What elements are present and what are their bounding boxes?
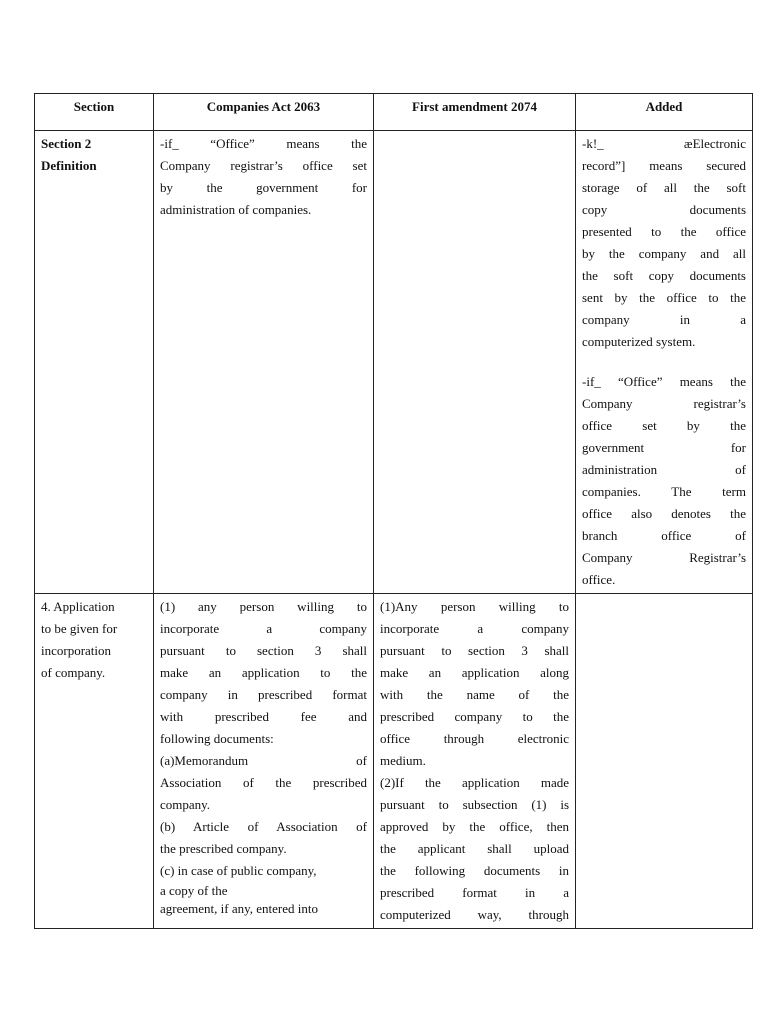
- row1-added-line: administration of: [582, 462, 746, 477]
- row1-added-line: storage of all the soft: [582, 180, 746, 195]
- row2-amendment-line: (1)Any person willing to: [380, 599, 569, 614]
- row2-amendment-line: the following documents in: [380, 863, 569, 878]
- row2-section-line: incorporation: [41, 643, 112, 658]
- row1-added-line: by the company and all: [582, 246, 746, 261]
- row2-amendment-line: office through electronic: [380, 731, 569, 746]
- row1-added-line: Company registrar’s: [582, 396, 746, 411]
- row1-section-line: Definition: [41, 158, 97, 173]
- header-companies-act: Companies Act 2063: [154, 94, 374, 131]
- row1-act-cell: [154, 131, 374, 594]
- row2-amendment-cell: [374, 594, 576, 929]
- row2-act-cell: [154, 594, 374, 929]
- header-first-amendment: First amendment 2074: [374, 94, 576, 131]
- row-section-2: [35, 131, 753, 594]
- row1-act-line: -if_ “Office” means the: [160, 136, 367, 151]
- row2-amendment-line: pursuant to subsection (1) is: [380, 797, 569, 812]
- row1-added-line: sent by the office to the: [582, 290, 746, 305]
- row2-act-line: incorporate a company: [160, 621, 367, 636]
- row2-section-line: of company.: [41, 665, 106, 680]
- row2-act-line: a copy of the: [160, 883, 228, 898]
- row2-act-line: Association of the prescribed: [160, 775, 367, 790]
- row2-act-line: with prescribed fee and: [160, 709, 367, 724]
- row2-amendment-line: prescribed format in a: [380, 885, 569, 900]
- row1-added-line: -k!_ æElectronic: [582, 136, 746, 151]
- row1-added-line: presented to the office: [582, 224, 746, 239]
- row1-section-cell: [35, 131, 154, 594]
- row1-added-line: branch office of: [582, 528, 746, 543]
- row-section-4: [35, 594, 753, 929]
- row2-act-line: (a)Memorandum of: [160, 753, 367, 768]
- row1-added-line: companies. The term: [582, 484, 746, 499]
- row2-amendment-line: pursuant to section 3 shall: [380, 643, 569, 658]
- row2-act-line: pursuant to section 3 shall: [160, 643, 367, 658]
- row2-amendment-line: with the name of the: [380, 687, 569, 702]
- row2-act-line: (1) any person willing to: [160, 599, 367, 614]
- header-added: Added: [576, 94, 753, 131]
- row1-added-line: Company Registrar’s: [582, 550, 746, 565]
- row2-act-line: company in prescribed format: [160, 687, 367, 702]
- row1-act-line: administration of companies.: [160, 202, 312, 217]
- row1-added-line: government for: [582, 440, 746, 455]
- row2-section-cell: [35, 594, 154, 929]
- row2-amendment-line: make an application along: [380, 665, 569, 680]
- row2-amendment-line: (2)If the application made: [380, 775, 569, 790]
- row1-added-line: office also denotes the: [582, 506, 746, 521]
- row1-added-line: record”] means secured: [582, 158, 746, 173]
- row1-added-line: the soft copy documents: [582, 268, 746, 283]
- row2-amendment-line: prescribed company to the: [380, 709, 569, 724]
- row2-amendment-line: computerized way, through: [380, 907, 569, 922]
- row2-act-line: following documents:: [160, 731, 274, 746]
- row1-added-line: office.: [582, 572, 616, 587]
- row2-added-cell: [576, 594, 753, 929]
- row2-amendment-line: medium.: [380, 753, 426, 768]
- header-row: [35, 94, 753, 131]
- row1-added-line: -if_ “Office” means the: [582, 374, 746, 389]
- row2-act-line: (c) in case of public company,: [160, 863, 317, 878]
- row2-act-line: company.: [160, 797, 211, 812]
- row2-act-line: the prescribed company.: [160, 841, 287, 856]
- row1-added-line: computerized system.: [582, 334, 696, 349]
- row1-act-line: by the government for: [160, 180, 367, 195]
- row2-act-line: agreement, if any, entered into: [160, 901, 318, 916]
- row2-section-line: 4. Application: [41, 599, 115, 614]
- row2-act-line: make an application to the: [160, 665, 367, 680]
- header-section: Section: [35, 94, 154, 131]
- row1-act-line: Company registrar’s office set: [160, 158, 367, 173]
- amendment-comparison-table: [34, 93, 753, 929]
- row2-amendment-line: incorporate a company: [380, 621, 569, 636]
- row2-act-line: (b) Article of Association of: [160, 819, 367, 834]
- row1-added-line: copy documents: [582, 202, 746, 217]
- paragraph-gap: [582, 353, 746, 371]
- row2-amendment-line: the applicant shall upload: [380, 841, 569, 856]
- row2-section-line: to be given for: [41, 621, 118, 636]
- row1-added-cell: [576, 131, 753, 594]
- row1-section-line: Section 2: [41, 136, 92, 151]
- row2-amendment-line: approved by the office, then: [380, 819, 569, 834]
- row1-added-line: company in a: [582, 312, 746, 327]
- row1-amendment-cell: [374, 131, 576, 594]
- row1-added-line: office set by the: [582, 418, 746, 433]
